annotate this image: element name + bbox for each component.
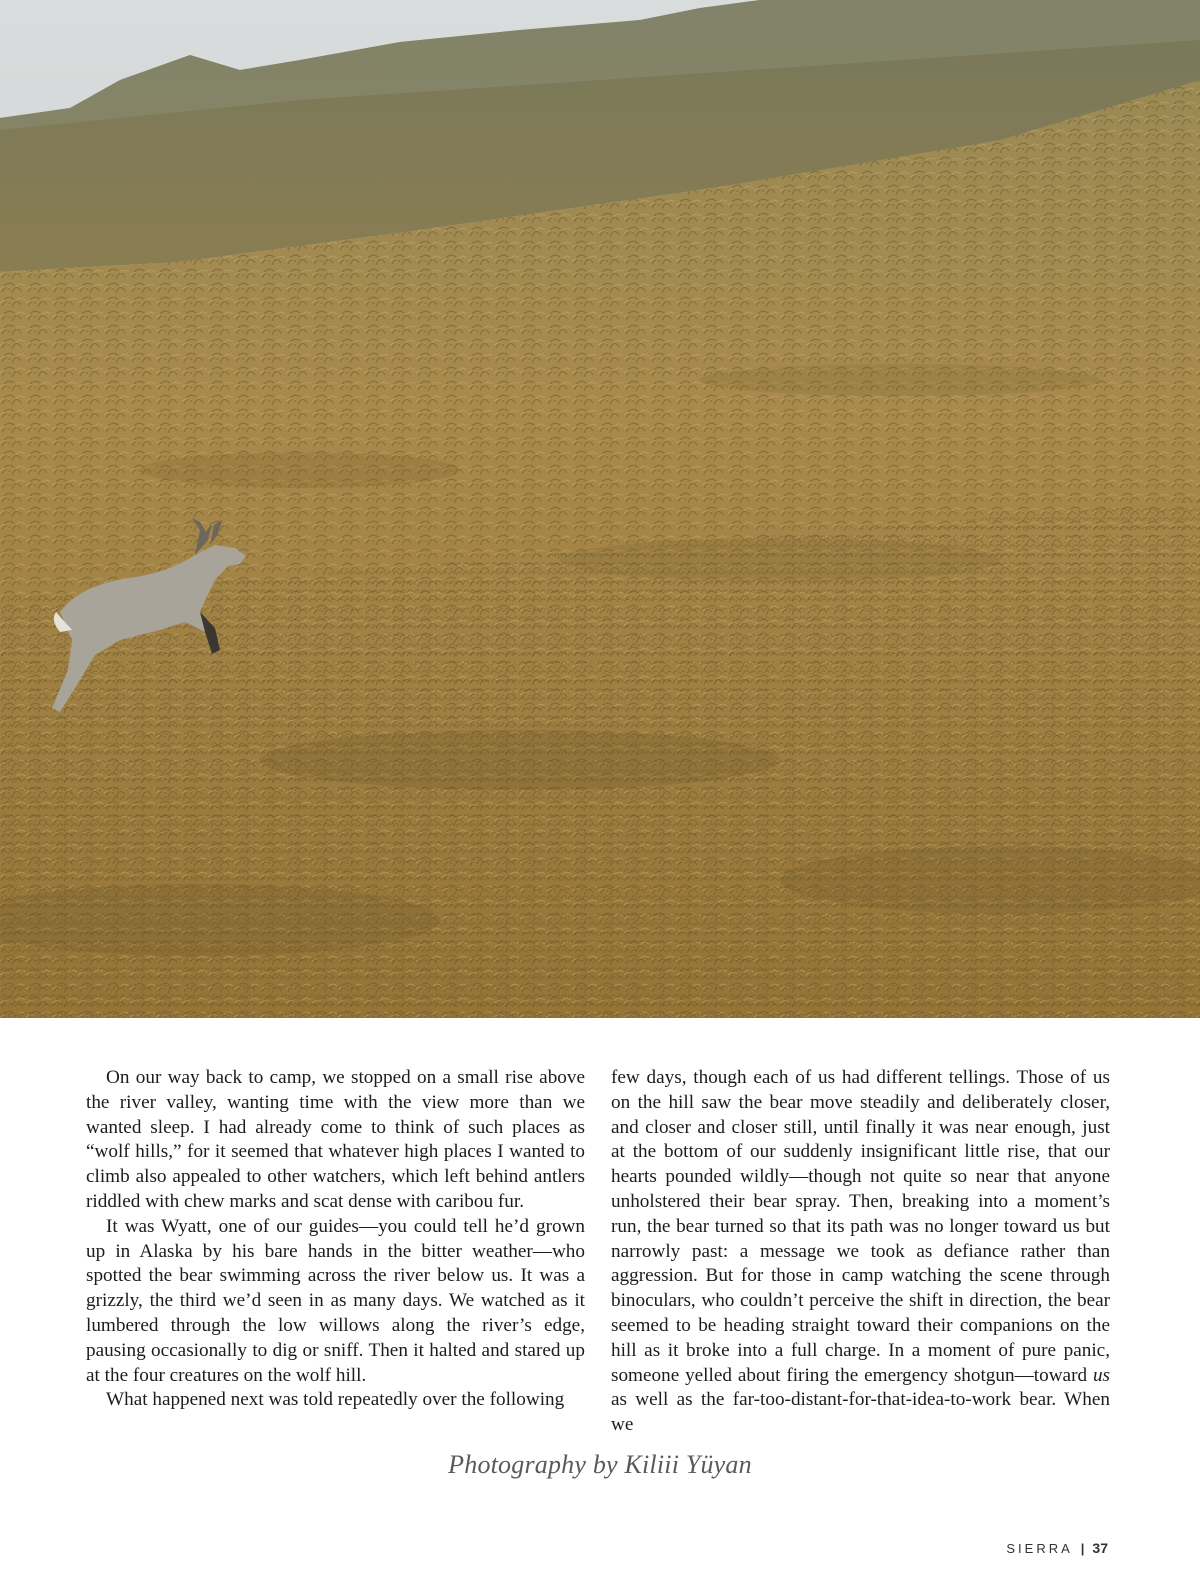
text-before-italic: few days, though each of us had different tellings. Those of us on the hill saw the bear move steadily and deliberately closer, and closer and closer still, until finally it was near enough, just at the bottom of our suddenly insignificant little rise, that our hearts pounded wildly—though not quite so near that anyone unholstered their bear spray. Then, breaking into a moment’s run, the bear turned so that its path was no longer toward us but narrowly past: a message we took as defiance rather than aggression. But for those in camp watching the scene through binoculars, who couldn’t perceive the shift in direction, the bear seemed to be heading straight toward their companions on the hill as it broke into a full charge. In a moment of pure panic, someone yelled about firing the emergency shotgun—toward xyxy=(611,1067,1110,1386)
article-body xyxy=(86,1066,1110,1438)
paragraph-3: What happened next was told repeatedly over the following xyxy=(106,1389,565,1411)
text-after-italic: as well as the far-too-distant-for-that-idea-to-work bear. When we xyxy=(611,1389,1110,1436)
left-column xyxy=(86,1066,585,1438)
photo-credit: Photography by Kiliii Yüyan xyxy=(448,1450,752,1479)
page-number: 37 xyxy=(1092,1540,1108,1556)
right-column xyxy=(611,1066,1110,1438)
paragraph-2: It was Wyatt, one of our guides—you could tell he’d grown up in Alaska by his bare hands in the bitter weather—who spotted the bear swimming across the river below us. It was a grizzly, the third we’d seen in as many days. We watched as it lumbered through the low willows along the river’s edge, pausing occasionally to dig or sniff. Then it halted and stared up at the four creatures on the wolf hill. xyxy=(86,1215,585,1386)
paragraph-1: On our way back to camp, we stopped on a small rise above the river valley, wanting time with the view more than we wanted sleep. I had already come to think of such places as “wolf hills,” for it seemed that whatever high places I wanted to climb also appealed to other watchers, which left behind antlers riddled with chew marks and scat dense with caribou fur. xyxy=(86,1067,585,1212)
magazine-name: SIERRA xyxy=(1006,1540,1073,1556)
page-footer xyxy=(1006,1540,1108,1556)
folio-separator: | xyxy=(1080,1540,1085,1556)
italic-word: us xyxy=(1092,1364,1110,1386)
paragraph-continued xyxy=(611,1066,1110,1438)
